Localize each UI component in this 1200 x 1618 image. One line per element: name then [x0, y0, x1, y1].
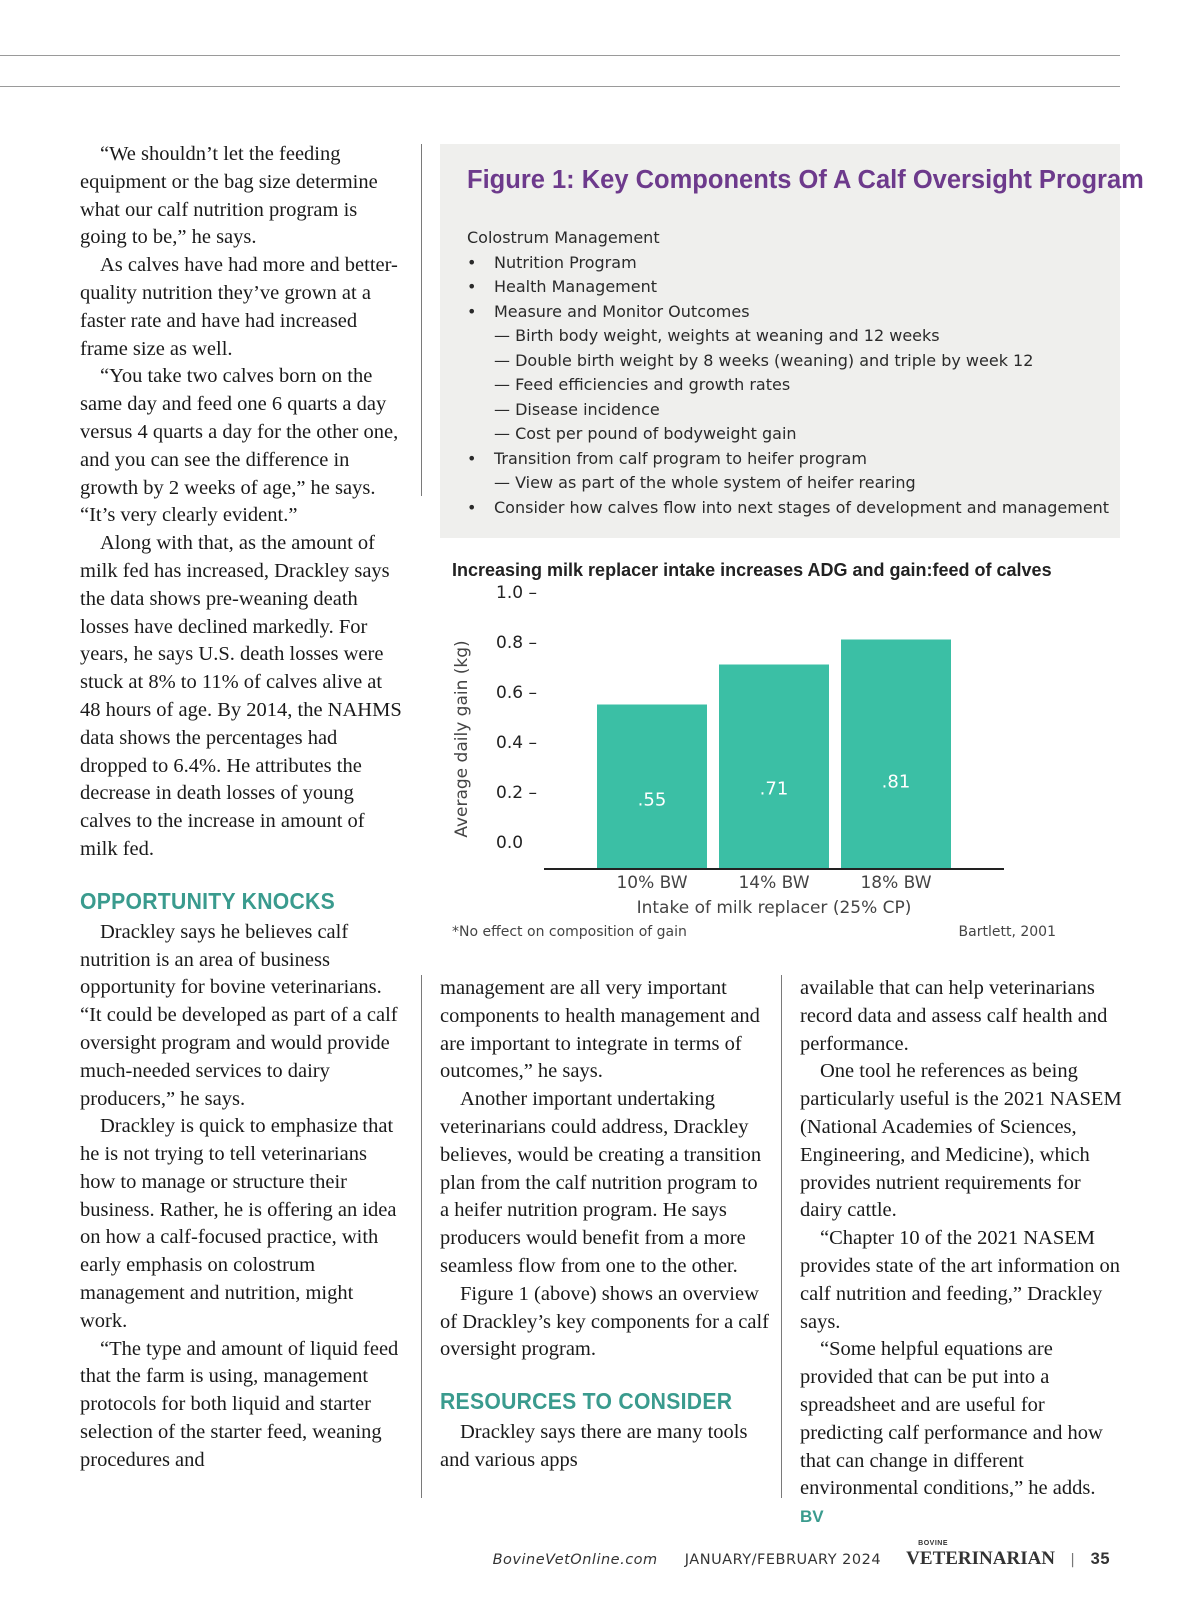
- y-tick-label: 1.0 –: [496, 583, 537, 603]
- article-column-1: [80, 141, 402, 1475]
- list-subitem: — View as part of the whole system of heifer rearing: [494, 473, 916, 492]
- bar: [597, 705, 707, 869]
- y-axis-label: Average daily gain (kg): [452, 640, 472, 838]
- bar-value-label: .81: [881, 771, 911, 793]
- list-subitem: — Cost per pound of bodyweight gain: [494, 424, 797, 443]
- list-subitem: — Feed efficiencies and growth rates: [494, 375, 791, 394]
- logo-small-text: BOVINE: [918, 1540, 949, 1547]
- bar: [841, 640, 951, 869]
- paragraph: Another important undertaking veterinarians could address, Drackley believes, would be creating a transition plan from the calf nutrition program to a heifer nutrition program. He says producers would benefit from a more seamless flow from one to the other.: [440, 1088, 762, 1277]
- top-rule-2: [0, 86, 1120, 87]
- bar: [719, 665, 829, 869]
- paragraph: As calves have had more and better-quality nutrition they’ve grown at a faster rate and have had increased frame size as well.: [80, 254, 398, 360]
- bar-value-label: .71: [759, 778, 789, 800]
- list-subitem: — Birth body weight, weights at weaning and 12 weeks: [494, 326, 940, 345]
- column-divider: [421, 144, 422, 496]
- list-item: • Measure and Monitor Outcomes: [467, 300, 1109, 325]
- list-item: Colostrum Management: [467, 228, 660, 247]
- list-subitem: — Double birth weight by 8 weeks (weaning) and triple by week 12: [494, 350, 1034, 370]
- chart-footnote: *No effect on composition of gain: [452, 924, 687, 940]
- chart-source: Bartlett, 2001: [958, 924, 1056, 940]
- x-axis-ticks: [616, 873, 931, 893]
- paragraph: “Chapter 10 of the 2021 NASEM provides state of the art information on calf nutrition and feeding,” Drackley says.: [800, 1227, 1120, 1333]
- x-axis-label: Intake of milk replacer (25% CP): [636, 898, 912, 918]
- figure-title: Figure 1: Key Components Of A Calf Oversight Program: [467, 166, 1144, 194]
- bars-group: [597, 640, 951, 869]
- list-subitem: — Disease incidence: [494, 399, 660, 419]
- footer-issue: JANUARY/FEBRUARY 2024: [684, 1552, 882, 1568]
- figure-list: [467, 226, 1109, 520]
- footer-separator: |: [1070, 1552, 1076, 1568]
- page-number: 35: [1090, 1550, 1110, 1568]
- page-footer: [492, 1540, 1110, 1570]
- paragraph: [800, 1336, 1122, 1531]
- x-tick-label: 10% BW: [616, 873, 688, 893]
- paragraph: One tool he references as being particularly useful is the 2021 NASEM (National Academies of Sciences, Engineering, and Medicine), which provides nutrient requirements for dairy cattle.: [800, 1060, 1122, 1222]
- paragraph: Drackley is quick to emphasize that he is not trying to tell veterinarians how to manage or structure their business. Rather, he is offering an idea on how a calf-focused practice, with early emphasis on colostrum management and nutrition, might work.: [80, 1115, 397, 1332]
- figure-box: [440, 144, 1144, 538]
- list-item: • Consider how calves flow into next stages of development and management: [467, 496, 1109, 521]
- paragraph: management are all very important components to health management and are important to integrate in terms of outcomes,” he says.: [440, 977, 760, 1083]
- end-mark: BV: [800, 1507, 824, 1527]
- paragraph-text: “Some helpful equations are provided that can be put into a spreadsheet and are useful for predicting calf performance and how that can change in different environmental conditions,” he adds.: [800, 1338, 1103, 1500]
- paragraph: “We shouldn’t let the feeding equipment or the bag size determine what our calf nutrition program is going to be,” he says.: [80, 143, 378, 249]
- bar-value-label: .55: [637, 789, 667, 811]
- paragraph: Along with that, as the amount of milk fed has increased, Drackley says the data shows pre-weaning death losses have declined markedly. For years, he says U.S. death losses were stuck at 8% to 11% of calves alive at 48 hours of age. By 2014, the NAHMS data shows the percentages had dropped to 6.4%. He attributes the decrease in death losses of young calves to the increase in amount of milk fed.: [80, 532, 402, 860]
- chart-title: Increasing milk replacer intake increases ADG and gain:feed of calves: [452, 560, 1052, 580]
- y-tick-label: 0.6 –: [496, 683, 537, 703]
- y-tick-label: 0.0: [496, 833, 524, 853]
- paragraph: Drackley says he believes calf nutrition is an area of business opportunity for bovine veterinarians. “It could be developed as part of a calf oversight program and would provide much-needed services to dairy producers,” he says.: [80, 920, 398, 1110]
- list-item: • Nutrition Program: [467, 251, 1109, 276]
- top-rule-1: [0, 55, 1120, 56]
- column-divider: [421, 975, 422, 1498]
- footer-site: BovineVetOnline.com: [492, 1552, 658, 1568]
- y-tick-label: 0.8 –: [496, 633, 537, 653]
- x-tick-label: 18% BW: [860, 873, 932, 893]
- x-tick-label: 14% BW: [738, 873, 810, 893]
- bar-chart: [440, 558, 1090, 948]
- paragraph: “You take two calves born on the same day and feed one 6 quarts a day versus 4 quarts a day for the other one, and you can see the difference in growth by 2 weeks of age,” he says. “It’s very clearly evident.”: [80, 365, 399, 527]
- paragraph: “The type and amount of liquid feed that the farm is using, management protocols for both liquid and starter selection of the starter feed, weaning procedures and: [80, 1337, 399, 1471]
- article-column-2: [440, 975, 770, 1475]
- magazine-logo: [906, 1540, 1056, 1569]
- y-tick-label: 0.2 –: [496, 783, 537, 803]
- column-divider: [781, 975, 782, 1498]
- paragraph: Figure 1 (above) shows an overview of Drackley’s key components for a calf oversight program.: [440, 1282, 770, 1361]
- y-tick-label: 0.4 –: [496, 733, 537, 753]
- paragraph: Drackley says there are many tools and various apps: [440, 1421, 748, 1471]
- section-heading: OPPORTUNITY KNOCKS: [80, 887, 335, 914]
- article-column-3: [800, 975, 1122, 1531]
- logo-main-text: VETERINARIAN: [906, 1548, 1056, 1569]
- list-item: • Transition from calf program to heifer program: [467, 447, 1109, 472]
- section-heading: RESOURCES TO CONSIDER: [440, 1388, 733, 1415]
- list-item: • Health Management: [467, 275, 1109, 300]
- y-axis-ticks: [496, 583, 537, 853]
- paragraph: available that can help veterinarians record data and assess calf health and performance.: [800, 977, 1108, 1055]
